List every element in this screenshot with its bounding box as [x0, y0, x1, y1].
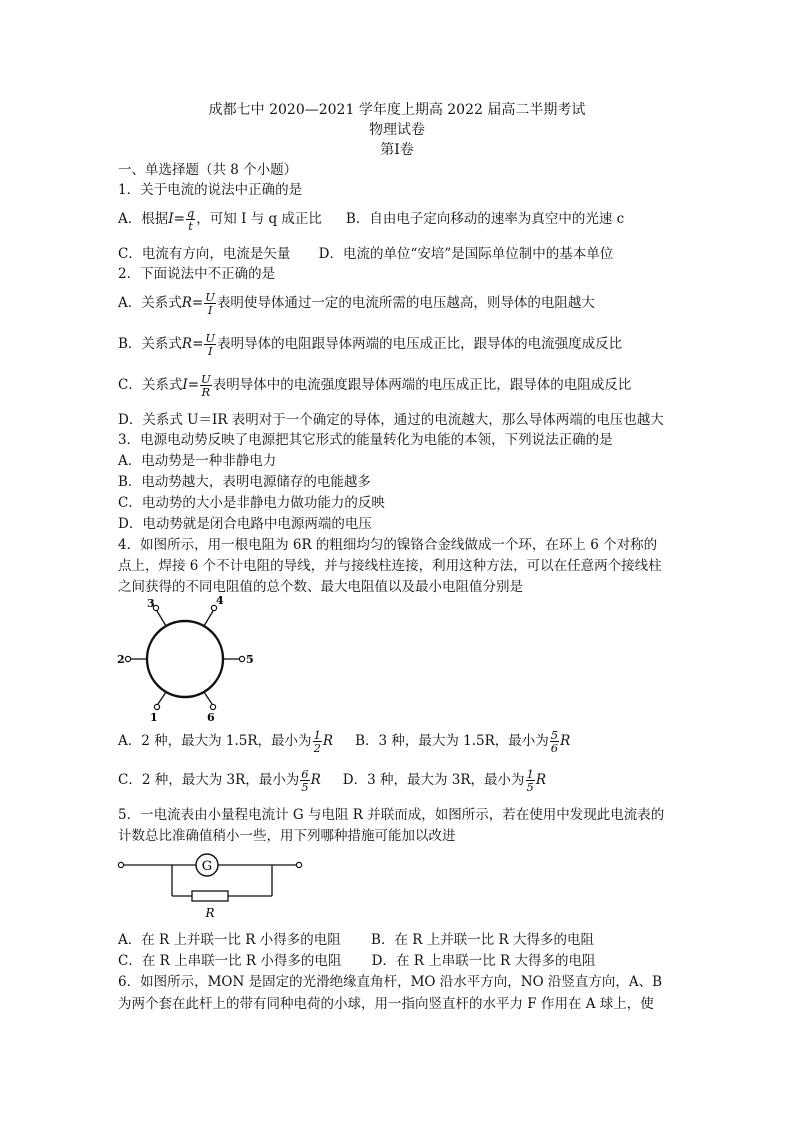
q2-a-prefix: A．关系式 [118, 295, 182, 311]
exam-title: 成都七中 2020—2021 学年度上期高 2022 届高二半期考试 [208, 102, 586, 118]
q3-option-c: C．电动势的大小是非静电力做功能力的反映 [118, 495, 385, 511]
q2-b-eq: = [192, 336, 204, 352]
q4-c-den: 5 [301, 779, 309, 794]
q6-stem-line1: 6．如图所示，MON 是固定的光滑绝缘直角杆，MO 沿水平方向，NO 沿竖直方向，A、B [118, 974, 663, 990]
q4-row-ab [118, 726, 570, 756]
q4-b-den: 6 [550, 740, 559, 755]
output-terminal [296, 862, 301, 867]
q4-row-cd [118, 765, 546, 795]
resistor-label: R [205, 906, 215, 920]
lead-3 [157, 611, 166, 626]
q2-c-fraction [200, 373, 212, 398]
q4-a-num: 1 [313, 727, 321, 742]
q2-c-prefix: C．关系式 [118, 377, 183, 393]
q3-stem: 3．电源电动势反映了电源把其它形式的能量转化为电能的本领，下列说法正确的是 [118, 432, 613, 448]
section-heading: 一、单选择题（共 8 个小题） [118, 162, 298, 178]
q4-d-text: D．3 种，最大为 3R，最小为 [342, 772, 525, 788]
q4-c-fraction [300, 768, 309, 793]
q4-c-text: C．2 种，最大为 3R，最小为 [118, 772, 300, 788]
lead-6 [204, 692, 212, 704]
q1-option-b: B．自由电子定向移动的速率为真空中的光速 c [345, 211, 625, 227]
exam-volume: 第Ⅰ卷 [380, 142, 414, 158]
shunt-resistor [192, 891, 228, 901]
q2-a-fraction [204, 291, 216, 316]
q2-a-var: R [181, 295, 192, 311]
q2-option-d: D．关系式 U＝IR 表明对于一个确定的导体，通过的电流越大，那么导体两端的电压也越大 [118, 412, 664, 428]
q2-a-suffix: 表明使导体通过一定的电流所需的电压越高，则导体的电阻越大 [216, 295, 595, 311]
input-terminal [118, 862, 123, 867]
q4-stem-line3: 之间获得的不同电阻值的总个数、最大电阻值以及最小电阻值分别是 [118, 579, 523, 595]
q5-row-cd [118, 952, 595, 970]
terminal-label-1: 1 [150, 711, 158, 724]
q4-d-unit: R [535, 772, 547, 788]
q2-c-suffix: 表明导体中的电流强度跟导体两端的电压成正比，跟导体的电阻成反比 [212, 377, 632, 393]
q2-b-fraction [204, 332, 216, 357]
q4-a-fraction [313, 729, 322, 754]
q5-option-c: C．在 R 上串联一比 R 小得多的电阻 [118, 953, 342, 969]
q2-b-var: R [181, 336, 193, 352]
q2-stem: 2．下面说法中不正确的是 [118, 266, 276, 282]
terminal-label-6: 6 [207, 711, 215, 724]
q4-b-unit: R [560, 733, 571, 749]
q1-stem: 1．关于电流的说法中正确的是 [118, 182, 303, 198]
q5-stem-line1: 5．一电流表由小量程电流计 G 与电阻 R 并联而成，如图所示，若在使用中发现此电流表的 [118, 807, 665, 823]
ammeter-circuit-diagram [110, 848, 310, 924]
galvanometer-label: G [201, 859, 213, 874]
q4-b-text: B．3 种，最大为 1.5R，最小为 [355, 733, 549, 749]
q3-option-b: B．电动势越大，表明电源储存的电能越多 [118, 474, 371, 490]
q6-stem-line2: 为两个套在此杆上的带有同种电荷的小球，用一指向竖直杆的水平力 F 作用在 A 球上，使 [118, 996, 654, 1012]
ring-circuit-diagram [110, 592, 260, 724]
terminal-label-4: 4 [216, 594, 224, 607]
lead-1 [158, 692, 166, 704]
q1-formula-eq: = [173, 211, 185, 227]
q4-b-fraction [550, 729, 559, 754]
q4-stem-line2: 点上，焊接 6 个不计电阻的导线，并与接线柱连接，利用这种方法，可以在任意两个接线柱 [118, 558, 662, 574]
q2-option-b [118, 329, 622, 359]
q3-option-d: D．电动势就是闭合电路中电源两端的电压 [118, 516, 372, 532]
q1-formula-var: I [168, 211, 174, 227]
q1-row-cd [118, 245, 613, 263]
q1-option-a-suffix: ，可知 I 与 q 成正比 [196, 211, 322, 227]
terminal-2 [125, 656, 130, 661]
q5-row-ab [118, 931, 594, 949]
q4-b-num: 5 [550, 727, 559, 742]
q4-d-fraction [526, 768, 535, 793]
q4-c-num: 6 [301, 766, 309, 781]
q5-option-d: D．在 R 上串联一比 R 大得多的电阻 [371, 953, 596, 969]
q2-a-eq: = [191, 295, 204, 311]
q5-option-b: B．在 R 上并联一比 R 大得多的电阻 [371, 932, 594, 948]
q2-b-suffix: 表明导体的电阻跟导体两端的电压成正比，跟导体的电流强度成反比 [217, 336, 623, 352]
q1-frac-den: t [188, 218, 193, 233]
q5-option-a: A．在 R 上并联一比 R 小得多的电阻 [118, 932, 341, 948]
terminal-label-3: 3 [147, 597, 155, 610]
terminal-6 [210, 704, 215, 709]
q2-option-c [118, 370, 631, 400]
q2-c-num: U [201, 371, 211, 386]
q2-a-num: U [205, 289, 215, 304]
q4-d-den: 5 [526, 779, 534, 794]
terminal-1 [154, 704, 159, 709]
q2-c-var: I [182, 377, 188, 393]
q1-frac-num: q [186, 205, 195, 220]
terminal-label-5: 5 [246, 653, 254, 666]
q2-a-den: I [207, 302, 213, 317]
q1-option-c: C．电流有方向，电流是矢量 [118, 246, 291, 262]
q1-option-a-prefix: A．根据 [118, 211, 169, 227]
q2-b-prefix: B．关系式 [118, 336, 182, 352]
q2-b-den: I [207, 343, 213, 358]
ring-wire [147, 621, 223, 697]
q4-d-num: 1 [526, 766, 534, 781]
q2-b-num: U [205, 330, 216, 345]
lead-4 [204, 611, 213, 626]
q4-a-den: 2 [313, 740, 321, 755]
q5-stem-line2: 计数总比准确值稍小一些，用下列哪种措施可能加以改进 [118, 828, 456, 844]
q3-option-a: A．电动势是一种非静电力 [118, 453, 277, 469]
terminal-label-2: 2 [117, 653, 125, 666]
q4-a-text: A．2 种，最大为 1.5R，最小为 [118, 733, 312, 749]
q4-c-unit: R [310, 772, 321, 788]
q2-c-eq: = [187, 377, 199, 393]
q1-option-d: D．电流的单位“安培”是国际单位制中的基本单位 [318, 246, 614, 262]
q2-option-a [118, 288, 595, 318]
terminal-5 [239, 656, 244, 661]
q1-formula-fraction [186, 207, 195, 232]
exam-subject: 物理试卷 [369, 122, 425, 138]
q1-row-ab [118, 204, 624, 234]
q4-a-unit: R [322, 733, 334, 749]
q2-c-den: R [201, 384, 211, 399]
q4-stem-line1: 4．如图所示，用一根电阻为 6R 的粗细均匀的镍铬合金线做成一个环，在环上 6 个对称的 [118, 537, 658, 553]
